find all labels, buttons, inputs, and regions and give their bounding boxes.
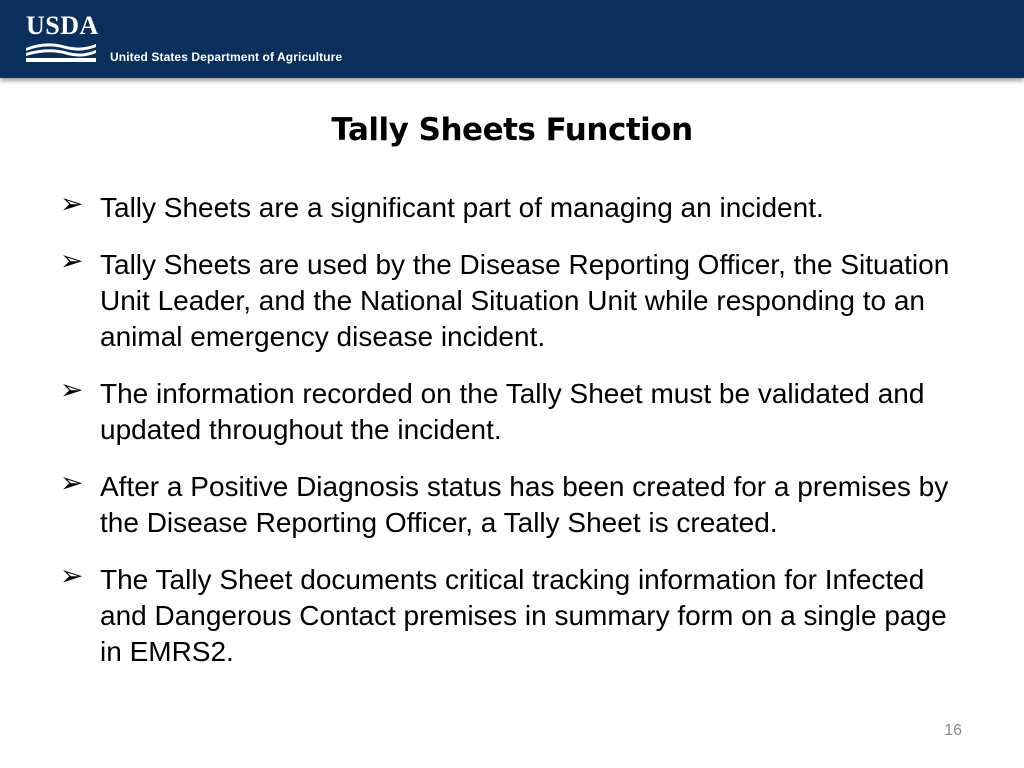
arrowhead-bullet-icon: ➢	[60, 466, 84, 499]
bullet-item	[60, 244, 960, 355]
bullet-text: The Tally Sheet documents critical tracking information for Infected and Dangerous Contact premises in summary form on a single page in EMRS2.	[100, 564, 947, 667]
arrowhead-bullet-icon: ➢	[60, 373, 84, 406]
page-number: 16	[944, 722, 962, 739]
usda-logo	[26, 11, 99, 62]
arrowhead-bullet-icon: ➢	[60, 187, 84, 220]
usda-logo-hills-icon	[26, 40, 96, 62]
bullet-text: Tally Sheets are used by the Disease Reporting Officer, the Situation Unit Leader, and the National Situation Unit while responding to an animal emergency disease incident.	[100, 249, 950, 352]
bullet-item	[60, 559, 960, 670]
usda-header-bar	[0, 0, 1024, 78]
arrowhead-bullet-icon: ➢	[60, 244, 84, 277]
department-name: United States Department of Agriculture	[110, 50, 343, 64]
bullet-item	[60, 187, 960, 226]
usda-logo-text: USDA	[26, 11, 99, 40]
bullet-list	[60, 187, 960, 691]
slide-title: Tally Sheets Function	[331, 112, 693, 148]
bullet-text: After a Positive Diagnosis status has been created for a premises by the Disease Reporting Officer, a Tally Sheet is created.	[100, 471, 949, 538]
bullet-text: The information recorded on the Tally Sheet must be validated and updated throughout the incident.	[100, 378, 925, 445]
bullet-item	[60, 466, 960, 541]
bullet-item	[60, 373, 960, 448]
bullet-text: Tally Sheets are a significant part of managing an incident.	[100, 192, 824, 223]
arrowhead-bullet-icon: ➢	[60, 559, 84, 592]
